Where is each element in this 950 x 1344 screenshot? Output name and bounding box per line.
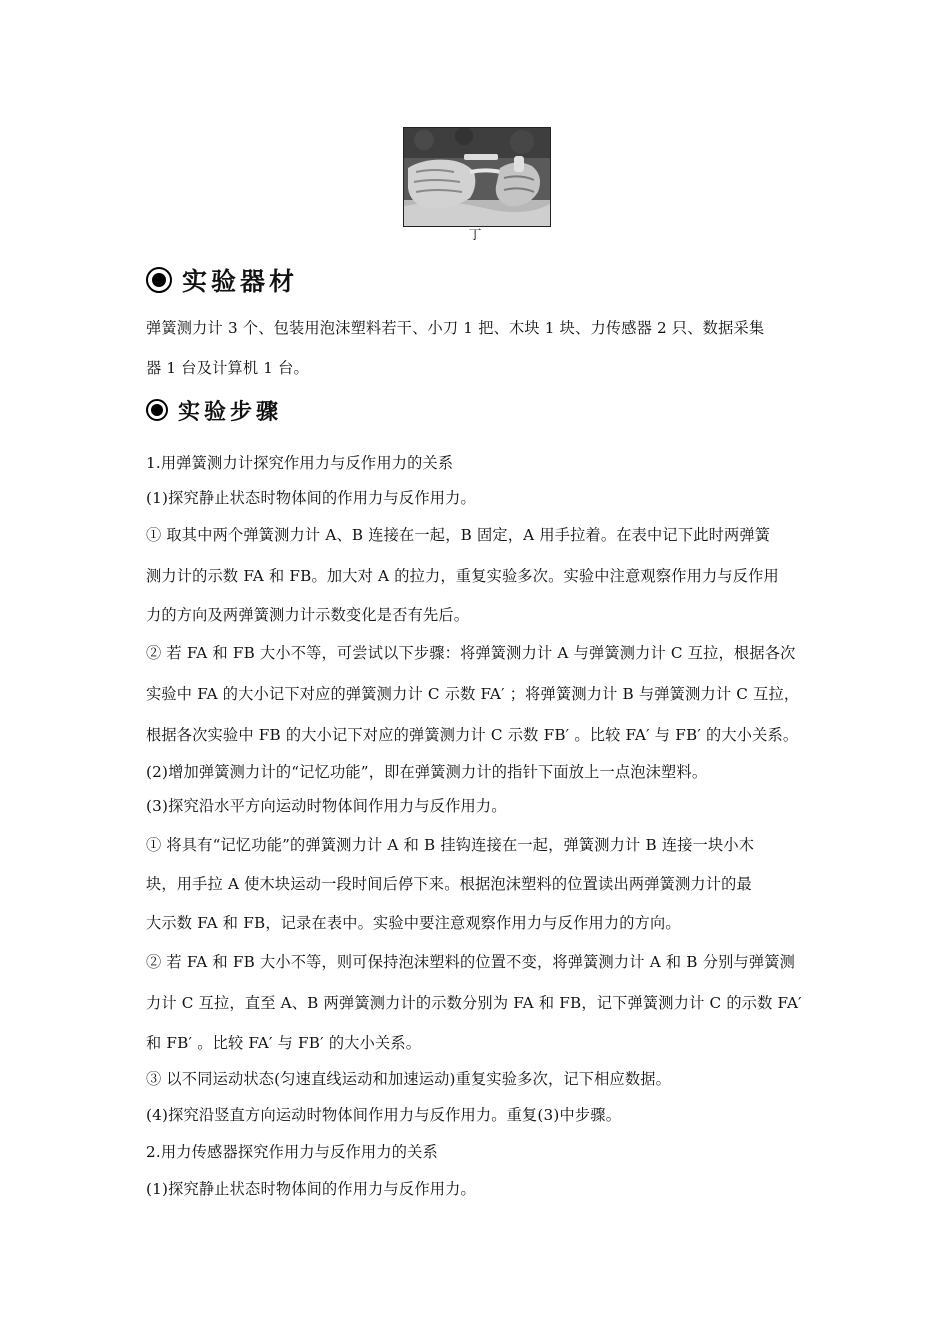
circle-bullet-icon — [146, 267, 172, 293]
text-line: ② 若 FA 和 FB 大小不等，则可保持泡沫塑料的位置不变，将弹簧测力计 A 和 B 分别与弹簧测 — [146, 953, 796, 971]
section-heading-steps — [146, 394, 282, 426]
section-title: 实验器材 — [182, 267, 299, 296]
text-line: (2)增加弹簧测力计的“记忆功能”，即在弹簧测力计的指针下面放上一点泡沫塑料。 — [146, 763, 708, 781]
text-line: (4)探究沿竖直方向运动时物体间作用力与反作用力。重复(3)中步骤。 — [146, 1106, 622, 1124]
text-line: 大示数 FA 和 FB，记录在表中。实验中要注意观察作用力与反作用力的方向。 — [146, 914, 681, 932]
circle-bullet-icon — [146, 399, 168, 421]
text-line: 和 FB′ 。比较 FA′ 与 FB′ 的大小关系。 — [146, 1034, 422, 1052]
text-line: 测力计的示数 FA 和 FB。加大对 A 的拉力，重复实验多次。实验中注意观察作用力与反作用 — [146, 567, 779, 585]
text-line: 块，用手拉 A 使木块运动一段时间后停下来。根据泡沫塑料的位置读出两弹簧测力计的最 — [146, 875, 752, 893]
text-line: ③ 以不同运动状态(匀速直线运动和加速运动)重复实验多次，记下相应数据。 — [146, 1070, 672, 1088]
text-line: 根据各次实验中 FB 的大小记下对应的弹簧测力计 C 示数 FB′ 。比较 FA′ 与 FB′ 的大小关系。 — [146, 726, 799, 744]
section-title: 实验步骤 — [178, 398, 283, 425]
text-line: 2.用力传感器探究作用力与反作用力的关系 — [146, 1143, 438, 1161]
figure-caption: 丁 — [468, 228, 482, 243]
text-line: 弹簧测力计 3 个、包装用泡沫塑料若干、小刀 1 把、木块 1 块、力传感器 2 只、数据采集 — [146, 319, 765, 337]
text-line: 1.用弹簧测力计探究作用力与反作用力的关系 — [146, 454, 454, 472]
hands-pulling-photo — [403, 127, 551, 227]
text-line: (3)探究沿水平方向运动时物体间作用力与反作用力。 — [146, 797, 507, 815]
section-heading-materials — [146, 262, 298, 298]
text-line: 力计 C 互拉，直至 A、B 两弹簧测力计的示数分别为 FA 和 FB，记下弹簧测力计 C 的示数 FA′ — [146, 994, 802, 1012]
text-line: 实验中 FA 的大小记下对应的弹簧测力计 C 示数 FA′ ；将弹簧测力计 B 与弹簧测力计 C 互拉， — [146, 685, 800, 703]
text-line: 器 1 台及计算机 1 台。 — [146, 359, 309, 377]
text-line: (1)探究静止状态时物体间的作用力与反作用力。 — [146, 1180, 476, 1198]
text-line: ① 将具有“记忆功能”的弹簧测力计 A 和 B 挂钩连接在一起，弹簧测力计 B 连接一块小木 — [146, 836, 755, 854]
text-line: ② 若 FA 和 FB 大小不等，可尝试以下步骤：将弹簧测力计 A 与弹簧测力计 C 互拉，根据各次 — [146, 644, 796, 662]
text-line: ① 取其中两个弹簧测力计 A、B 连接在一起，B 固定，A 用手拉着。在表中记下此时两弹簧 — [146, 526, 771, 544]
text-line: 力的方向及两弹簧测力计示数变化是否有先后。 — [146, 606, 470, 624]
photo-illustration — [404, 128, 550, 226]
text-line: (1)探究静止状态时物体间的作用力与反作用力。 — [146, 489, 476, 507]
